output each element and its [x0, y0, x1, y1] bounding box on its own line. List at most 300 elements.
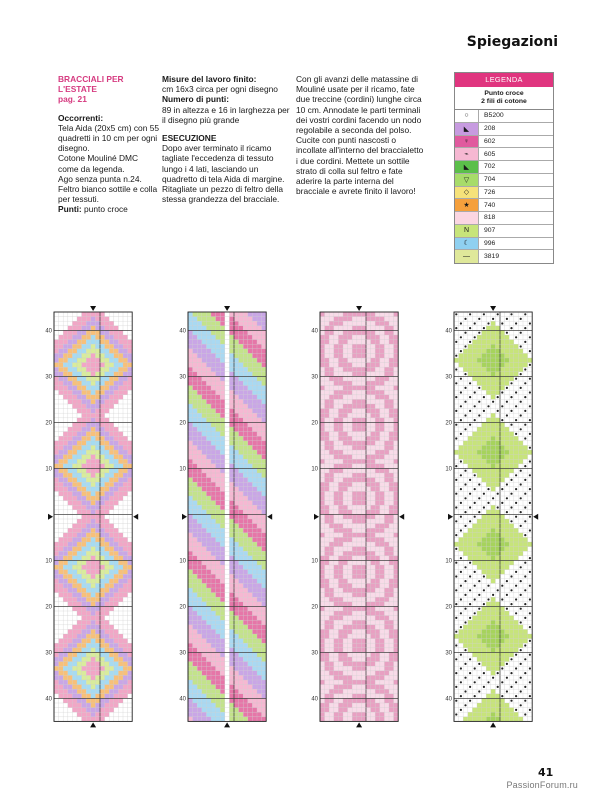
- stitch-cell: [262, 712, 267, 717]
- stitch-cell: [366, 445, 371, 450]
- stitch-cell: [202, 560, 207, 565]
- stitch-cell: [202, 399, 207, 404]
- stitch-cell: [114, 376, 119, 381]
- stitch-cell: [91, 510, 96, 515]
- stitch-cell: [123, 560, 128, 565]
- stitch-cell: [202, 602, 207, 607]
- stitch-cell: [366, 689, 371, 694]
- stitch-cell: [197, 620, 202, 625]
- stitch-cell: [63, 565, 68, 570]
- stitch-cell: [361, 717, 366, 722]
- stitch-cell: [320, 413, 325, 418]
- stitch-cell: [320, 620, 325, 625]
- stitch-cell: [348, 680, 353, 685]
- stitch-cell: [357, 312, 362, 317]
- stitch-cell: [72, 344, 77, 349]
- stitch-cell: [248, 409, 253, 414]
- stitch-dot: [520, 387, 522, 389]
- stitch-cell: [495, 445, 500, 450]
- stitch-cell: [394, 625, 399, 630]
- stitch-cell: [491, 381, 496, 386]
- stitch-cell: [243, 330, 248, 335]
- stitch-cell: [262, 441, 267, 446]
- stitch-cell: [229, 712, 234, 717]
- stitch-cell: [118, 372, 123, 377]
- stitch-cell: [54, 675, 59, 680]
- stitch-cell: [366, 349, 371, 354]
- stitch-cell: [343, 491, 348, 496]
- stitch-cell: [257, 652, 262, 657]
- stitch-cell: [361, 363, 366, 368]
- stitch-cell: [82, 326, 87, 331]
- stitch-cell: [338, 634, 343, 639]
- stitch-cell: [82, 602, 87, 607]
- stitch-cell: [334, 556, 339, 561]
- stitch-cell: [343, 648, 348, 653]
- stitch-cell: [63, 436, 68, 441]
- stitch-cell: [252, 698, 257, 703]
- y-axis-label: 30: [179, 374, 186, 381]
- stitch-cell: [394, 510, 399, 515]
- stitch-cell: [220, 459, 225, 464]
- stitch-cell: [252, 551, 257, 556]
- stitch-cell: [68, 648, 73, 653]
- stitch-cell: [86, 340, 91, 345]
- legend-code: 208: [484, 125, 496, 133]
- stitch-cell: [334, 505, 339, 510]
- stitch-cell: [100, 432, 105, 437]
- stitch-dot: [529, 405, 531, 407]
- stitch-cell: [197, 547, 202, 552]
- stitch-cell: [262, 445, 267, 450]
- stitch-cell: [68, 363, 73, 368]
- stitch-cell: [380, 404, 385, 409]
- stitch-cell: [206, 445, 211, 450]
- stitch-cell: [320, 643, 325, 648]
- stitch-cell: [86, 381, 91, 386]
- stitch-cell: [100, 689, 105, 694]
- stitch-cell: [334, 547, 339, 552]
- stitch-cell: [325, 528, 330, 533]
- stitch-cell: [193, 547, 198, 552]
- stitch-cell: [334, 491, 339, 496]
- stitch-cell: [128, 455, 133, 460]
- stitch-cell: [100, 514, 105, 519]
- stitch-cell: [206, 501, 211, 506]
- stitch-cell: [197, 436, 202, 441]
- stitch-cell: [100, 482, 105, 487]
- stitch-cell: [82, 441, 87, 446]
- stitch-cell: [114, 441, 119, 446]
- stitch-cell: [211, 625, 216, 630]
- stitch-cell: [338, 717, 343, 722]
- stitch-cell: [114, 358, 119, 363]
- stitch-cell: [248, 390, 253, 395]
- stitch-dot: [474, 474, 476, 476]
- stitch-cell: [105, 708, 110, 713]
- stitch-cell: [202, 381, 207, 386]
- stitch-cell: [384, 708, 389, 713]
- stitch-cell: [114, 344, 119, 349]
- stitch-cell: [371, 588, 376, 593]
- stitch-cell: [68, 560, 73, 565]
- stitch-cell: [325, 478, 330, 483]
- stitch-cell: [384, 616, 389, 621]
- legend-symbol: —: [455, 250, 479, 263]
- stitch-cell: [394, 574, 399, 579]
- stitch-cell: [329, 464, 334, 469]
- stitch-cell: [206, 386, 211, 391]
- stitch-cell: [248, 556, 253, 561]
- stitch-cell: [334, 560, 339, 565]
- stitch-cell: [220, 376, 225, 381]
- stitch-cell: [366, 597, 371, 602]
- stitch-cell: [384, 372, 389, 377]
- stitch-cell: [375, 639, 380, 644]
- stitch-cell: [248, 597, 253, 602]
- stitch-cell: [352, 340, 357, 345]
- stitch-cell: [384, 533, 389, 538]
- stitch-cell: [91, 528, 96, 533]
- stitch-cell: [252, 542, 257, 547]
- stitch-cell: [380, 556, 385, 561]
- legend-symbol: [455, 212, 479, 224]
- stitch-cell: [361, 533, 366, 538]
- stitch-cell: [193, 648, 198, 653]
- stitch-cell: [63, 652, 68, 657]
- stitch-cell: [348, 390, 353, 395]
- stitch-cell: [206, 312, 211, 317]
- stitch-cell: [329, 487, 334, 492]
- stitch-cell: [348, 689, 353, 694]
- stitch-cell: [202, 436, 207, 441]
- y-axis-label: 30: [45, 650, 52, 657]
- stitch-cell: [262, 620, 267, 625]
- stitch-cell: [77, 390, 82, 395]
- stitch-dot: [487, 322, 489, 324]
- stitch-dot: [510, 327, 512, 329]
- stitch-cell: [68, 698, 73, 703]
- stitch-cell: [343, 468, 348, 473]
- stitch-cell: [472, 450, 477, 455]
- stitch-cell: [477, 427, 482, 432]
- stitch-dot: [455, 313, 457, 315]
- stitch-cell: [380, 537, 385, 542]
- stitch-cell: [105, 574, 110, 579]
- stitch-cell: [371, 685, 376, 690]
- stitch-cell: [262, 560, 267, 565]
- stitch-cell: [105, 689, 110, 694]
- stitch-dot: [515, 419, 517, 421]
- stitch-cell: [262, 487, 267, 492]
- stitch-cell: [128, 473, 133, 478]
- stitch-cell: [486, 358, 491, 363]
- stitch-cell: [371, 372, 376, 377]
- stitch-cell: [72, 436, 77, 441]
- stitch-cell: [234, 422, 239, 427]
- stitch-cell: [95, 468, 100, 473]
- stitch-cell: [206, 349, 211, 354]
- stitch-cell: [77, 487, 82, 492]
- stitch-cell: [239, 404, 244, 409]
- stitch-cell: [348, 570, 353, 575]
- stitch-cell: [394, 680, 399, 685]
- stitch-cell: [188, 579, 193, 584]
- stitch-cell: [95, 675, 100, 680]
- stitch-cell: [63, 662, 68, 667]
- stitch-cell: [329, 409, 334, 414]
- stitch-cell: [394, 579, 399, 584]
- stitch-cell: [100, 326, 105, 331]
- stitch-cell: [105, 698, 110, 703]
- stitch-cell: [197, 675, 202, 680]
- stitch-cell: [100, 519, 105, 524]
- stitch-cell: [325, 404, 330, 409]
- stitch-cell: [343, 514, 348, 519]
- stitch-cell: [206, 505, 211, 510]
- stitch-cell: [63, 395, 68, 400]
- stitch-cell: [202, 340, 207, 345]
- stitch-cell: [202, 616, 207, 621]
- stitch-cell: [482, 422, 487, 427]
- stitch-cell: [375, 625, 380, 630]
- stitch-cell: [118, 330, 123, 335]
- stitch-cell: [63, 689, 68, 694]
- stitch-cell: [338, 390, 343, 395]
- stitch-cell: [216, 662, 221, 667]
- stitch-cell: [375, 381, 380, 386]
- stitch-cell: [197, 652, 202, 657]
- stitch-cell: [77, 353, 82, 358]
- stitch-cell: [188, 570, 193, 575]
- stitch-cell: [100, 367, 105, 372]
- stitch-cell: [54, 565, 59, 570]
- stitch-cell: [361, 312, 366, 317]
- stitch-cell: [394, 620, 399, 625]
- legend-symbol: ♀: [455, 136, 479, 148]
- stitch-cell: [229, 574, 234, 579]
- stitch-cell: [109, 551, 114, 556]
- stitch-cell: [325, 312, 330, 317]
- stitch-cell: [252, 468, 257, 473]
- stitch-cell: [343, 367, 348, 372]
- stitch-cell: [206, 473, 211, 478]
- stitch-cell: [114, 574, 119, 579]
- stitch-cell: [188, 657, 193, 662]
- stitch-cell: [72, 533, 77, 538]
- stitch-cell: [252, 510, 257, 515]
- stitch-cell: [262, 648, 267, 653]
- stitch-cell: [380, 459, 385, 464]
- stitch-cell: [389, 363, 394, 368]
- stitch-cell: [472, 353, 477, 358]
- stitch-cell: [118, 367, 123, 372]
- stitch-cell: [220, 501, 225, 506]
- stitch-cell: [100, 533, 105, 538]
- stitch-cell: [394, 340, 399, 345]
- stitch-cell: [220, 455, 225, 460]
- stitch-cell: [248, 574, 253, 579]
- stitch-cell: [77, 418, 82, 423]
- stitch-cell: [68, 542, 73, 547]
- stitch-cell: [243, 321, 248, 326]
- stitch-cell: [105, 551, 110, 556]
- stitch-cell: [234, 312, 239, 317]
- stitch-cell: [72, 583, 77, 588]
- stitch-cell: [394, 395, 399, 400]
- stitch-cell: [59, 643, 64, 648]
- stitch-cell: [128, 340, 133, 345]
- stitch-cell: [100, 340, 105, 345]
- stitch-cell: [114, 326, 119, 331]
- stitch-cell: [252, 602, 257, 607]
- stitch-cell: [389, 353, 394, 358]
- stitch-cell: [188, 321, 193, 326]
- stitch-cell: [371, 648, 376, 653]
- stitch-cell: [100, 680, 105, 685]
- stitch-cell: [234, 620, 239, 625]
- stitch-cell: [384, 542, 389, 547]
- stitch-cell: [234, 399, 239, 404]
- stitch-cell: [262, 468, 267, 473]
- stitch-cell: [366, 358, 371, 363]
- stitch-cell: [77, 459, 82, 464]
- stitch-cell: [384, 478, 389, 483]
- stitch-cell: [216, 680, 221, 685]
- esecuzione-label: ESECUZIONE: [162, 133, 217, 144]
- stitch-cell: [243, 399, 248, 404]
- stitch-cell: [118, 537, 123, 542]
- stitch-cell: [91, 340, 96, 345]
- stitch-cell: [95, 409, 100, 414]
- legend-code: 996: [484, 239, 496, 247]
- stitch-cell: [229, 556, 234, 561]
- stitch-cell: [500, 436, 505, 441]
- stitch-cell: [384, 450, 389, 455]
- stitch-cell: [338, 404, 343, 409]
- stitch-cell: [389, 312, 394, 317]
- stitch-cell: [216, 542, 221, 547]
- stitch-cell: [348, 321, 353, 326]
- stitch-cell: [100, 395, 105, 400]
- stitch-cell: [375, 657, 380, 662]
- stitch-cell: [100, 634, 105, 639]
- stitch-cell: [216, 597, 221, 602]
- stitch-cell: [329, 381, 334, 386]
- stitch-cell: [380, 422, 385, 427]
- stitch-cell: [95, 565, 100, 570]
- stitch-cell: [338, 358, 343, 363]
- stitch-cell: [348, 409, 353, 414]
- stitch-cell: [338, 455, 343, 460]
- stitch-cell: [389, 321, 394, 326]
- stitch-cell: [63, 473, 68, 478]
- stitch-cell: [216, 629, 221, 634]
- stitch-cell: [389, 657, 394, 662]
- stitch-cell: [193, 533, 198, 538]
- stitch-cell: [366, 312, 371, 317]
- stitch-cell: [389, 583, 394, 588]
- stitch-cell: [109, 330, 114, 335]
- stitch-cell: [257, 441, 262, 446]
- stitch-cell: [500, 376, 505, 381]
- stitch-cell: [252, 349, 257, 354]
- stitch-cell: [95, 413, 100, 418]
- stitch-cell: [68, 340, 73, 345]
- stitch-cell: [109, 427, 114, 432]
- stitch-cell: [216, 349, 221, 354]
- stitch-cell: [109, 501, 114, 506]
- stitch-cell: [357, 542, 362, 547]
- stitch-cell: [343, 330, 348, 335]
- stitch-cell: [128, 487, 133, 492]
- stitch-cell: [243, 422, 248, 427]
- stitch-cell: [105, 450, 110, 455]
- stitch-cell: [239, 505, 244, 510]
- stitch-cell: [211, 703, 216, 708]
- stitch-cell: [518, 459, 523, 464]
- stitch-cell: [206, 556, 211, 561]
- stitch-cell: [202, 593, 207, 598]
- stitch-cell: [468, 367, 473, 372]
- stitch-cell: [82, 340, 87, 345]
- stitch-cell: [320, 468, 325, 473]
- stitch-cell: [202, 514, 207, 519]
- stitch-cell: [188, 698, 193, 703]
- stitch-cell: [357, 597, 362, 602]
- stitch-cell: [357, 478, 362, 483]
- stitch-cell: [118, 491, 123, 496]
- stitch-cell: [234, 593, 239, 598]
- stitch-cell: [384, 404, 389, 409]
- stitch-cell: [262, 427, 267, 432]
- legend-code: 605: [484, 150, 496, 158]
- stitch-cell: [59, 445, 64, 450]
- stitch-cell: [220, 606, 225, 611]
- stitch-cell: [82, 685, 87, 690]
- stitch-cell: [206, 675, 211, 680]
- stitch-cell: [320, 648, 325, 653]
- stitch-cell: [77, 395, 82, 400]
- stitch-cell: [211, 436, 216, 441]
- stitch-cell: [77, 363, 82, 368]
- stitch-cell: [389, 634, 394, 639]
- stitch-cell: [229, 634, 234, 639]
- stitch-cell: [220, 560, 225, 565]
- stitch-cell: [357, 422, 362, 427]
- stitch-cell: [105, 570, 110, 575]
- stitch-cell: [361, 625, 366, 630]
- stitch-cell: [257, 675, 262, 680]
- stitch-cell: [118, 643, 123, 648]
- stitch-dot: [455, 382, 457, 384]
- stitch-cell: [380, 445, 385, 450]
- stitch-cell: [188, 602, 193, 607]
- stitch-cell: [491, 436, 496, 441]
- stitch-cell: [334, 473, 339, 478]
- stitch-cell: [320, 556, 325, 561]
- stitch-cell: [257, 639, 262, 644]
- stitch-cell: [220, 574, 225, 579]
- stitch-cell: [248, 547, 253, 552]
- stitch-cell: [202, 441, 207, 446]
- stitch-cell: [505, 441, 510, 446]
- stitch-cell: [202, 662, 207, 667]
- stitch-cell: [188, 409, 193, 414]
- stitch-cell: [394, 441, 399, 446]
- stitch-cell: [243, 542, 248, 547]
- stitch-cell: [197, 358, 202, 363]
